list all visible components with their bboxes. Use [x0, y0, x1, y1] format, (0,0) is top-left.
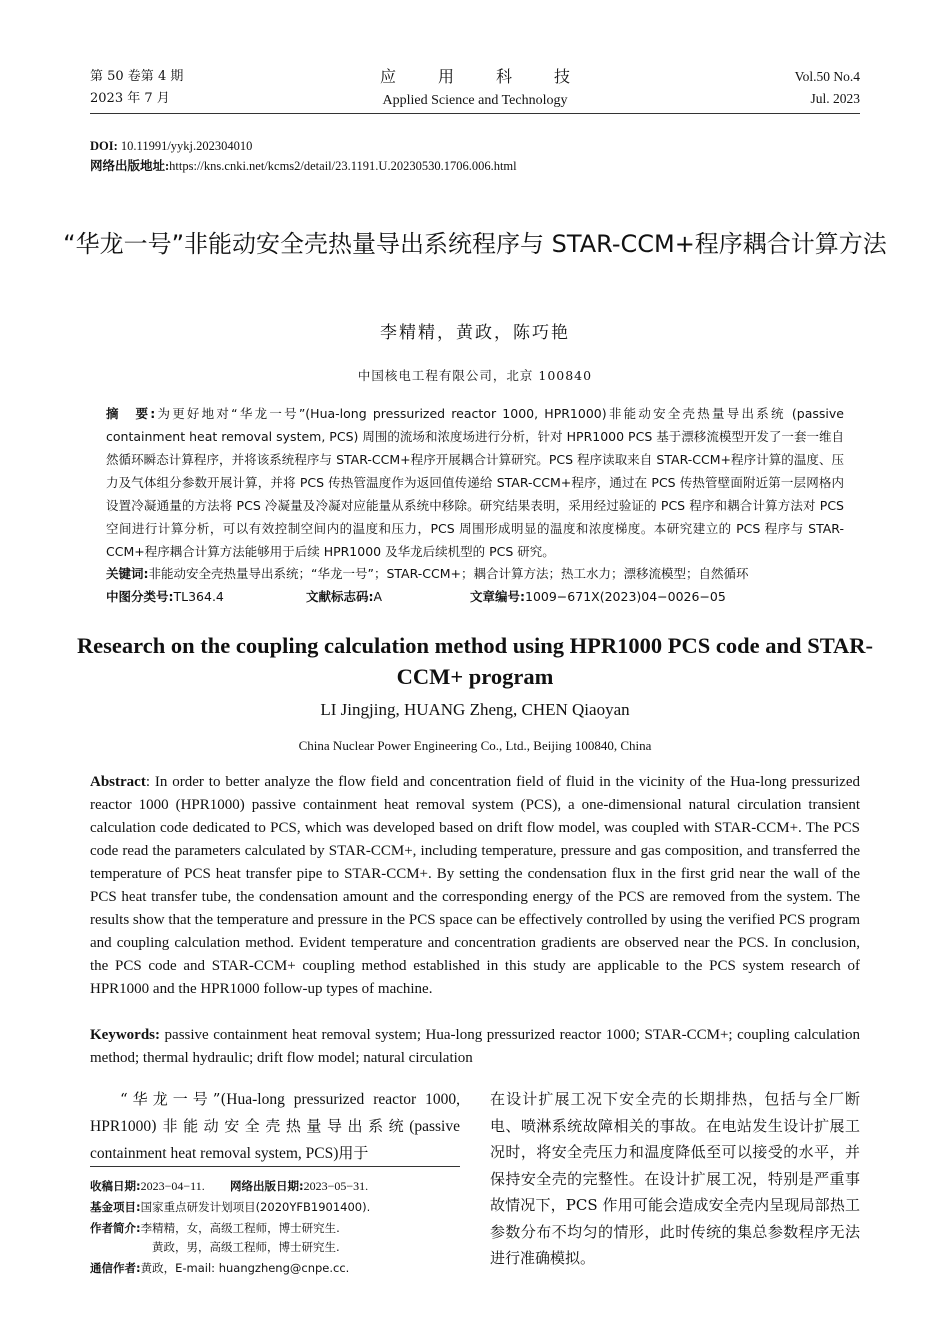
- article-number-value: 1009−671X(2023)04−0026−05: [525, 589, 726, 604]
- clc-label: 中图分类号:: [106, 589, 174, 604]
- header-volume-cn: 第 50 卷第 4 期: [90, 69, 184, 84]
- keywords-cn-label: 关键词:: [106, 566, 149, 581]
- abstract-cn: [106, 402, 844, 563]
- doi-label: DOI:: [90, 139, 118, 153]
- footnote-fund: [90, 1198, 470, 1217]
- article-number: [470, 585, 726, 608]
- footnote-bio: [90, 1219, 470, 1238]
- header-date-cn: 2023 年 7 月: [90, 91, 170, 106]
- online-date-value: 2023−05−31.: [303, 1179, 369, 1193]
- body-left-en-1: Hua-long pressurized reactor 1000, HPR1000: [90, 1091, 460, 1135]
- authors-cn: 李精精，黄政，陈巧艳: [380, 323, 570, 343]
- fund-value: 国家重点研发计划项目(2020YFB1901400).: [140, 1200, 371, 1214]
- footnote-dates: [90, 1177, 470, 1196]
- title-cn: “华龙一号”非能动安全壳热量导出系统程序与 STAR-CCM+程序耦合计算方法: [63, 230, 887, 258]
- footnote-corresponding: [90, 1259, 470, 1278]
- doi-block: [90, 136, 517, 176]
- document-code: [306, 585, 382, 608]
- doi-value: 10.11991/yykj.202304010: [120, 139, 253, 153]
- header-center: [90, 66, 860, 112]
- keywords-en: [90, 1024, 860, 1070]
- received-label: 收稿日期:: [90, 1179, 141, 1193]
- body-left-cn-1: “华龙一号”(: [120, 1090, 227, 1108]
- journal-name-cn: 应用科技: [379, 67, 612, 86]
- document-code-value: A: [373, 589, 383, 604]
- header-date-en: Jul. 2023: [810, 91, 860, 106]
- keywords-en-text: passive containment heat removal system; Hua-long pressurized reactor 1000; STAR-CCM+; coupling calculation method; thermal hydraulic; drift flow model; natural circulation: [90, 1027, 860, 1066]
- body-left-cn-3: 用于: [338, 1144, 369, 1162]
- fund-label: 基金项目:: [90, 1200, 141, 1214]
- header-right: [795, 66, 860, 110]
- article-number-label: 文章编号:: [470, 589, 525, 604]
- abstract-en-label: Abstract: [90, 774, 146, 790]
- clc-number: [106, 585, 224, 608]
- body-left-en-2: (passive containment heat removal system, PCS): [90, 1118, 460, 1162]
- footnote-bio-2: [152, 1238, 532, 1257]
- bio-line-2: 黄政，男，高级工程师，博士研究生.: [152, 1240, 340, 1254]
- keywords-en-label: Keywords:: [90, 1027, 160, 1043]
- affiliation-cn: 中国核电工程有限公司，北京 100840: [357, 368, 593, 383]
- journal-name-en: Applied Science and Technology: [382, 93, 568, 108]
- authors-en: LI Jingjing, HUANG Zheng, CHEN Qiaoyan: [320, 700, 630, 719]
- online-date-label: 网络出版日期:: [230, 1179, 304, 1193]
- abstract-en-text: : In order to better analyze the flow field and concentration field of fluid in the vicinity of the Hua-long pressurized reactor 1000 (HPR1000) passive containment heat removal system (PCS), a one-dimensional natural circulation transient calculation code dedicated to PCS, which was developed based on drift flow model, was coupled with STAR-CCM+. The PCS code read the parameters calculated by STAR-CCM+, including temperature, pressure and gas composition, and transferred the temperature of PCS heat transfer pipe to STAR-CCM+. By setting the condensation flux in the first grid near the wall of the PCS heat transfer tube, the condensation amount and the corresponding energy of the PCS are removed from the system. The results show that the temperature and pressure in the PCS space can be effectively controlled by using the verified PCS program and coupling calculation method. Evident temperature and concentration gradients are observed near the PCS. In conclusion, the PCS code and STAR-CCM+ coupling method established in this study are applicable to the PCS system research of HPR1000 and the HPR1000 follow-up types of machine.: [90, 774, 860, 997]
- header-divider: [90, 113, 860, 114]
- online-url[interactable]: https://kns.cnki.net/kcms2/detail/23.1191.U.20230530.1706.006.html: [169, 159, 517, 173]
- running-header: [90, 66, 860, 110]
- bio-label: 作者简介:: [90, 1221, 141, 1235]
- footnote-divider: [90, 1166, 460, 1167]
- bio-line-1: 李精精，女，高级工程师，博士研究生.: [140, 1221, 340, 1235]
- body-left-cn-2: )非能动安全壳热量导出系统: [151, 1117, 410, 1135]
- title-en: Research on the coupling calculation method using HPR1000 PCS code and STAR-CCM+ program: [76, 633, 874, 689]
- abstract-en: [90, 771, 860, 1001]
- abstract-cn-text: 为更好地对“华龙一号”(Hua-long pressurized reactor 1000, HPR1000)非能动安全壳热量导出系统 (passive containment heat removal system, PCS) 周围的流场和浓度场进行分析，针对 HPR1000 PCS 基于漂移流模型开发了一套一维自然循环瞬态计算程序，并将该系统程序与 STAR-CCM+程序开展耦合计算研究。PCS 程序读取来自 STAR-CCM+程序计算的温度、压力及气体组分参数开展计算，并将 PCS 传热管温度作为返回值传递给 STAR-CCM+程序，通过在 PCS 传热管壁面附近第一层网格内设置冷凝通量的方法将 PCS 冷凝量及冷凝对应能量从系统中移除。研究结果表明，采用经过验证的 PCS 程序和耦合计算方法对 PCS 空间进行计算分析，可以有效控制空间内的温度和压力，PCS 周围形成明显的温度和浓度梯度。本研究建立的 PCS 程序与 STAR-CCM+程序耦合计算方法能够用于后续 HPR1000 及华龙后续机型的 PCS 研究。: [106, 406, 844, 559]
- header-volume-en: Vol.50 No.4: [794, 69, 860, 84]
- body-left-column: [90, 1086, 460, 1167]
- online-url-label: 网络出版地址:: [90, 159, 170, 173]
- clc-value: TL364.4: [173, 589, 224, 604]
- document-code-label: 文献标志码:: [306, 589, 374, 604]
- corresponding-label: 通信作者:: [90, 1261, 141, 1275]
- affiliation-en: China Nuclear Power Engineering Co., Ltd., Beijing 100840, China: [298, 738, 652, 753]
- body-right-column: 在设计扩展工况下安全壳的长期排热，包括与全厂断电、喷淋系统故障相关的事故。在电站发生设计扩展工况时，将安全壳压力和温度降低至可以接受的水平，并保持安全壳的完整性。在设计扩展工况，特别是严重事故情况下，PCS 作用可能会造成安全壳内呈现局部热工参数分布不均匀的情形，此时传统的集总参数程序无法进行准确模拟。: [490, 1090, 860, 1267]
- abstract-cn-label: 摘 要:: [106, 406, 156, 421]
- received-value: 2023−04−11.: [140, 1179, 205, 1193]
- keywords-cn: [106, 562, 844, 585]
- keywords-cn-text: 非能动安全壳热量导出系统；“华龙一号”；STAR-CCM+；耦合计算方法；热工水力；漂移流模型；自然循环: [148, 566, 749, 581]
- corresponding-value: 黄政，E-mail: huangzheng@cnpe.cc.: [140, 1261, 350, 1275]
